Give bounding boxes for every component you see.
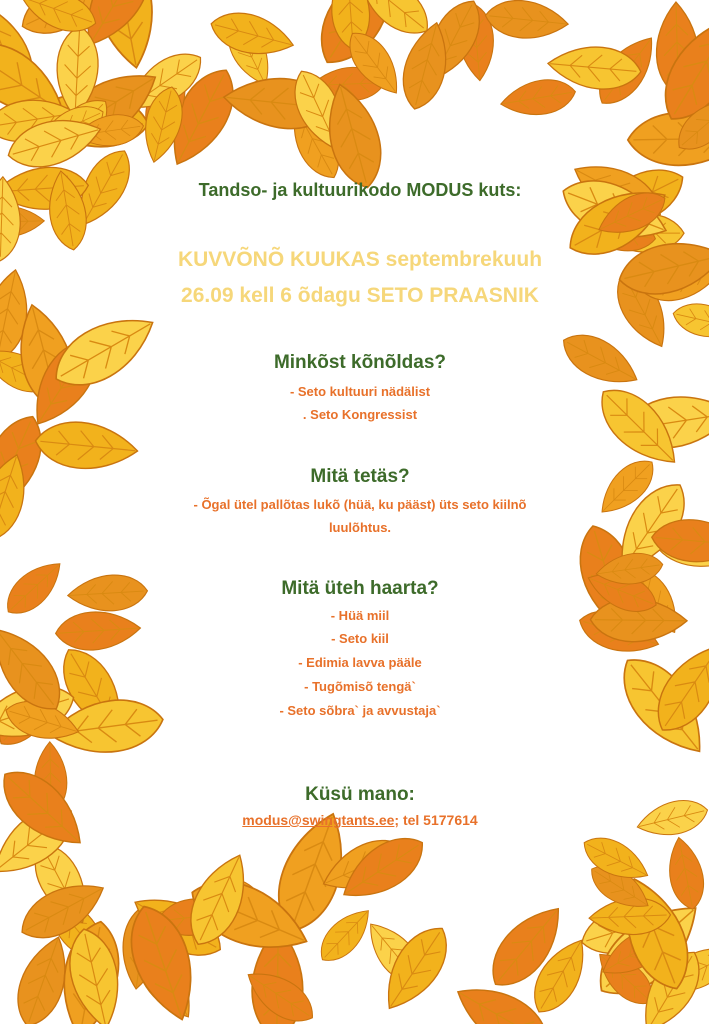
- section-title-contact: Küsü mano:: [305, 784, 415, 805]
- leaf-icon: [0, 552, 71, 623]
- phone-text: ; tel 5177614: [394, 812, 478, 828]
- section-title-topics: Minkõst kõnõldas?: [273, 352, 447, 373]
- activity-item: luulõhtus.: [328, 520, 392, 535]
- contact-line: [95, 812, 625, 828]
- section-title-bring: Mitä üteh haarta?: [281, 578, 439, 599]
- activity-item: - Õgal ütel pallõtas lukõ (hüä, ku pääst) üts seto kiilnõ: [193, 497, 527, 512]
- bring-item: - Edimia lavva pääle: [298, 655, 422, 670]
- leaf-icon: [663, 834, 709, 912]
- headline-line-2: 26.09 kell 6 õdagu SETO PRAASNIK: [181, 284, 539, 307]
- bring-item: - Seto kiil: [331, 631, 389, 646]
- bring-item: - Seto sõbra` ja avvustaja`: [279, 703, 441, 718]
- leaf-icon: [633, 794, 709, 842]
- topic-item: - Seto kultuuri nädälist: [289, 384, 431, 399]
- bring-item: - Tugõmisõ tengä`: [304, 679, 416, 694]
- leaf-icon: [670, 298, 709, 344]
- topic-item: . Seto Kongressist: [302, 407, 418, 422]
- section-title-activities: Mitä tetäs?: [310, 466, 410, 487]
- invite-line: Tandso- ja kultuurikodo MODUS kuts:: [198, 180, 522, 200]
- flyer-content: [95, 0, 625, 1024]
- email-link[interactable]: modus@swingtants.ee: [242, 812, 395, 828]
- headline-line-1: KUVVÕNÕ KUUKAS septembrekuuh: [177, 248, 543, 271]
- bring-item: - Hüä miil: [330, 608, 390, 623]
